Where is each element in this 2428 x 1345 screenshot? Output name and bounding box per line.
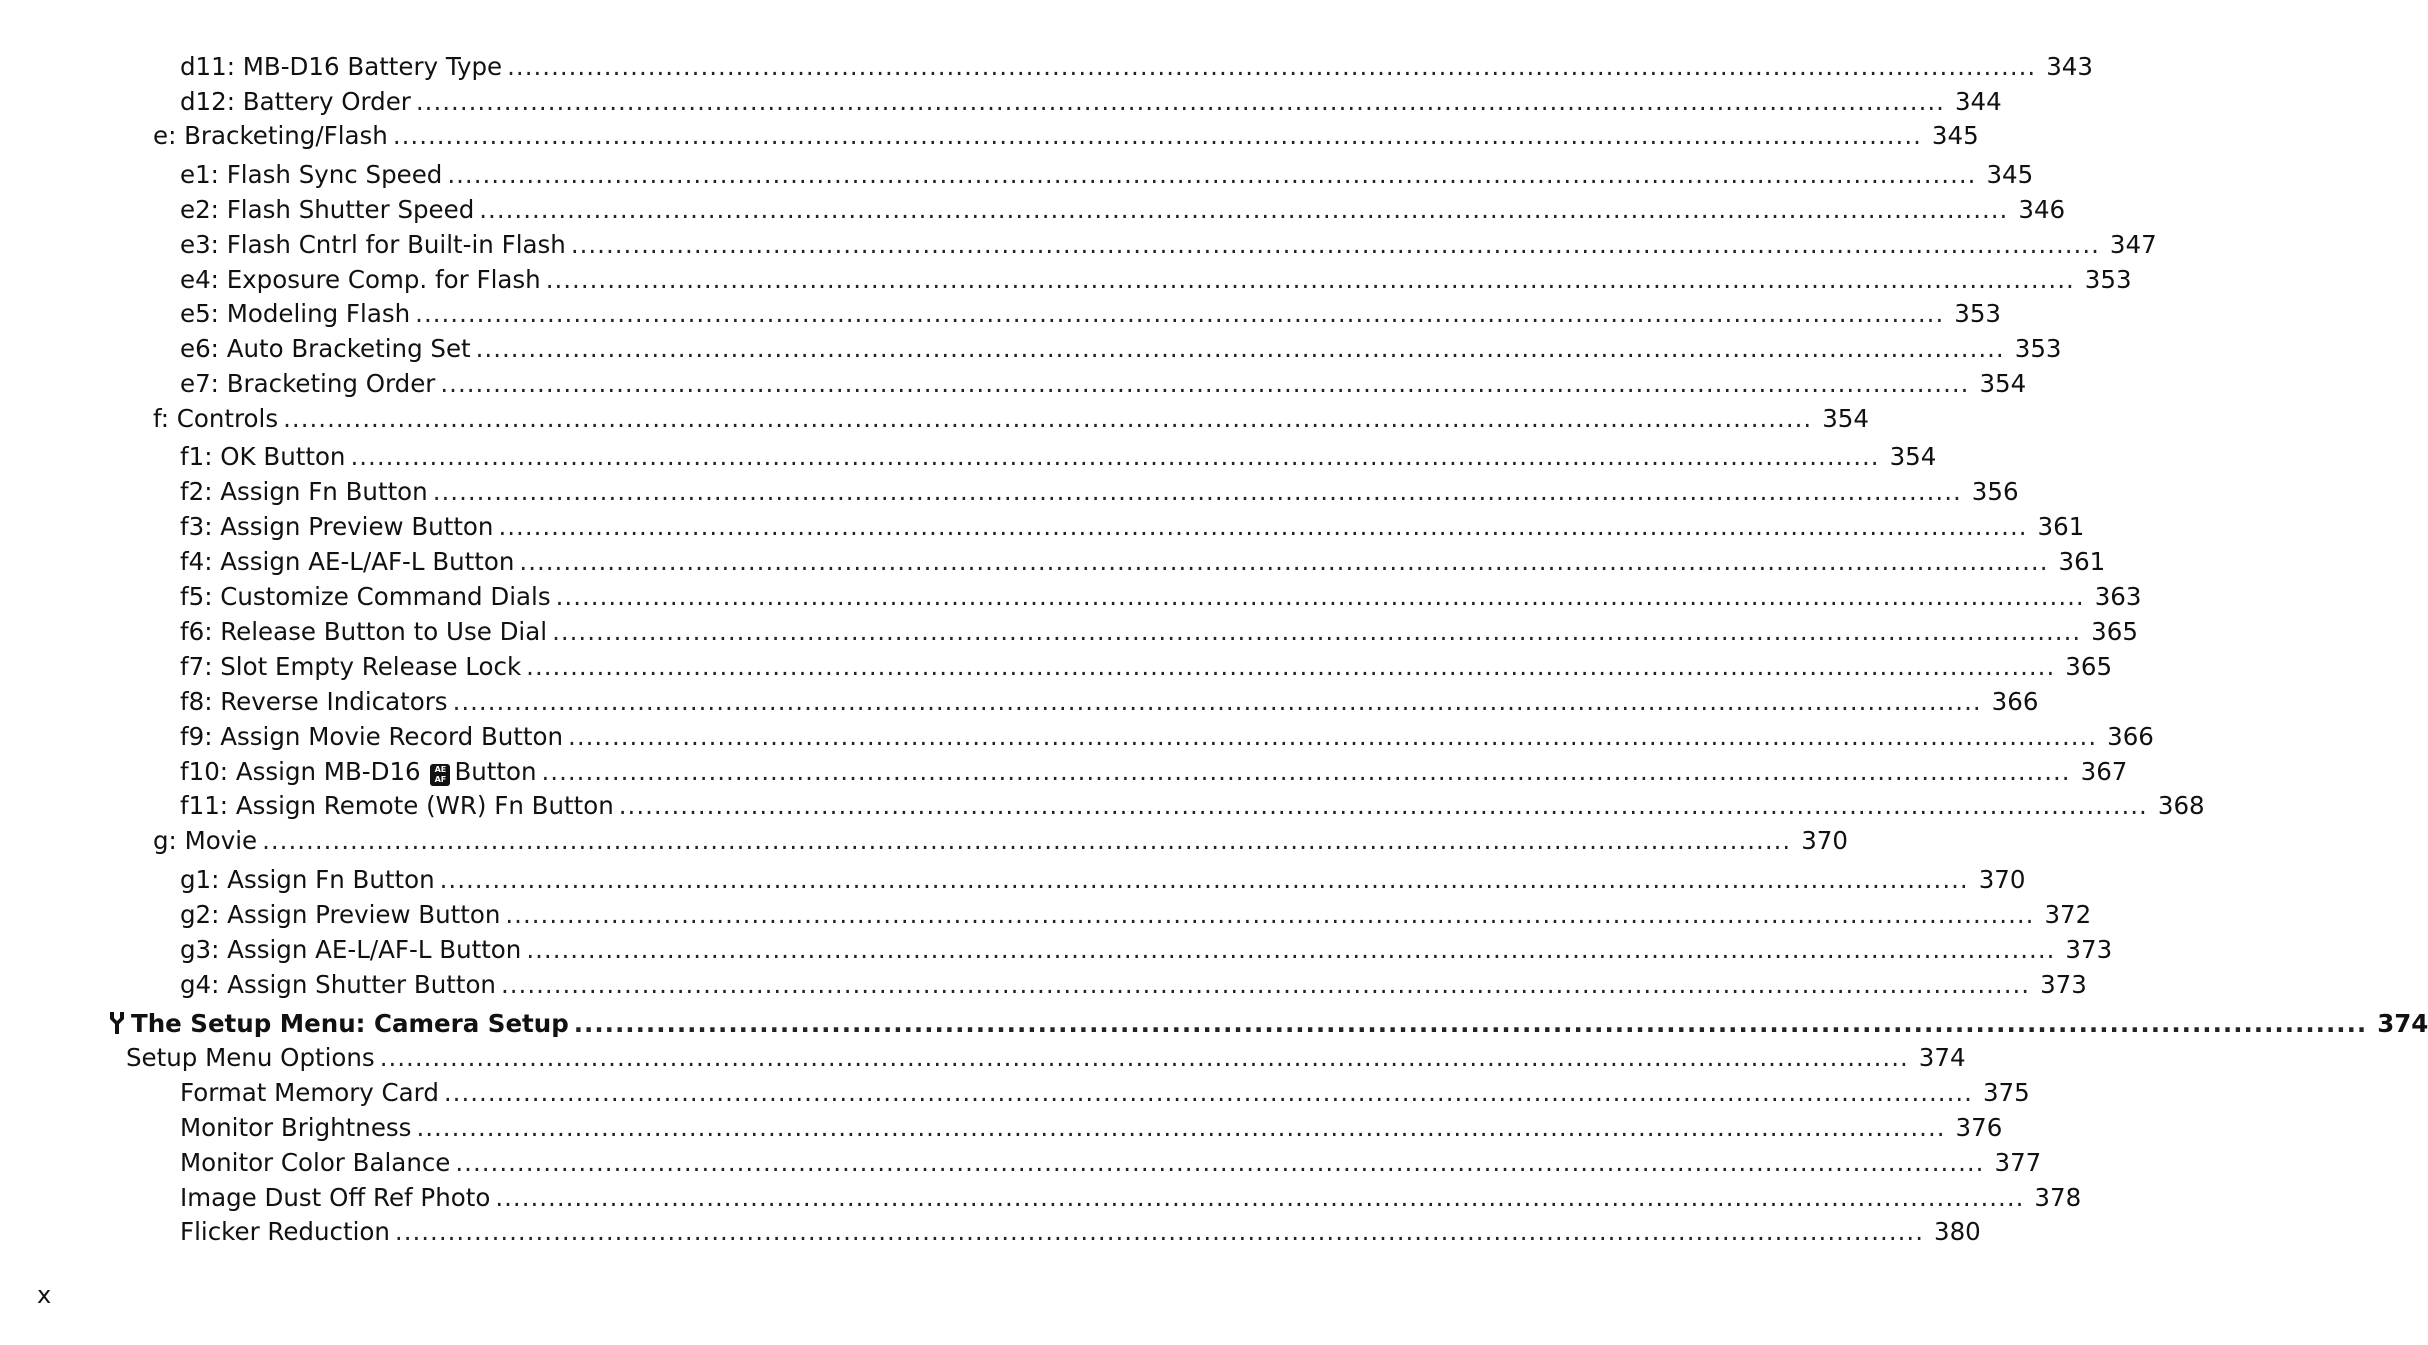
- toc-entry[interactable]: [180, 48, 2093, 82]
- toc-page-number: 377: [1994, 1148, 2042, 1177]
- toc-entry[interactable]: [180, 1179, 2082, 1213]
- dot-leader: ..............................................................................................................................................................................: [443, 1078, 1973, 1107]
- toc-entry-title: [180, 512, 493, 542]
- toc-page-number: 345: [1986, 160, 2034, 189]
- dot-leader: ..............................................................................................................................................................................: [545, 265, 2075, 294]
- toc-page-number: 344: [1954, 87, 2002, 116]
- toc-entry[interactable]: [153, 117, 1979, 151]
- toc-entry-title: [180, 722, 563, 752]
- toc-entry-text: Image Dust Off Ref Photo: [180, 1183, 491, 1212]
- toc-entry-text: g3: Assign AE-L/AF-L Button: [180, 935, 522, 964]
- toc-page-number: 365: [2065, 652, 2113, 681]
- toc-entry[interactable]: [180, 1074, 2030, 1108]
- toc-entry[interactable]: [180, 1144, 2042, 1178]
- toc-entry-title: [180, 52, 502, 82]
- toc-entry-text: f6: Release Button to Use Dial: [180, 617, 548, 646]
- toc-entry-text: f5: Customize Command Dials: [180, 582, 551, 611]
- dot-leader: ..............................................................................................................................................................................: [283, 404, 1813, 433]
- dot-leader: ..............................................................................................................................................................................: [526, 652, 2056, 681]
- toc-entry[interactable]: [180, 191, 2066, 225]
- toc-entry-title: [180, 970, 496, 1000]
- toc-entry-text: d11: MB-D16 Battery Type: [180, 52, 503, 81]
- dot-leader: ..............................................................................................................................................................................: [432, 477, 1962, 506]
- toc-entry[interactable]: [180, 295, 2002, 329]
- toc-entry-text: e7: Bracketing Order: [180, 369, 436, 398]
- toc-page-number: 373: [2040, 970, 2087, 999]
- toc-entry[interactable]: [180, 578, 2142, 612]
- ae-af-lock-icon: AE AF: [430, 764, 450, 786]
- toc-entry-title: [180, 1148, 450, 1178]
- toc-page-number: 363: [2094, 582, 2142, 611]
- dot-leader: ..............................................................................................................................................................................: [392, 121, 1922, 150]
- dot-leader: ..............................................................................................................................................................................: [541, 757, 2071, 786]
- toc-entry-title: [180, 1113, 411, 1143]
- toc-entry-text: f11: Assign Remote (WR) Fn Button: [180, 791, 614, 820]
- toc-entry-text: Monitor Color Balance: [180, 1148, 451, 1177]
- dot-leader: ..............................................................................................................................................................................: [519, 547, 2049, 576]
- toc-entry-text: f8: Reverse Indicators: [180, 687, 448, 716]
- toc-entry-text: f4: Assign AE-L/AF-L Button: [180, 547, 515, 576]
- toc-entry-text: f3: Assign Preview Button: [180, 512, 494, 541]
- toc-entry-text: g: Movie: [153, 826, 258, 855]
- toc-entry-text: f2: Assign Fn Button: [180, 477, 428, 506]
- toc-entry-title: [180, 582, 551, 612]
- toc-entry-title: [126, 1043, 375, 1073]
- toc-page-number: 346: [2018, 195, 2066, 224]
- toc-entry[interactable]: [180, 613, 2138, 647]
- toc-entry-title: [180, 791, 614, 821]
- toc-entry-text: The Setup Menu: Camera Setup: [131, 1009, 569, 1038]
- toc-entry-text: Flicker Reduction: [180, 1217, 390, 1246]
- toc-entry[interactable]: [180, 1109, 2003, 1143]
- dot-leader: ..............................................................................................................................................................................: [495, 1183, 2025, 1212]
- toc-entry-title: [180, 369, 435, 399]
- toc-entry-text: d12: Battery Order: [180, 87, 411, 116]
- toc-entry[interactable]: [180, 753, 2128, 787]
- dot-leader: ..............................................................................................................................................................................: [555, 582, 2085, 611]
- toc-page-number: 361: [2037, 512, 2085, 541]
- toc-page-number: 353: [1954, 299, 2002, 328]
- toc-entry-title: [180, 865, 435, 895]
- toc-entry[interactable]: [126, 1039, 1966, 1073]
- dot-leader: ..............................................................................................................................................................................: [415, 87, 1945, 116]
- toc-entry-text: f10: Assign MB-D16: [180, 757, 421, 786]
- dot-leader: ..............................................................................................................................................................................: [394, 1217, 1924, 1246]
- toc-entry[interactable]: [180, 83, 2002, 117]
- dot-leader: ..............................................................................................................................................................................: [500, 970, 2031, 999]
- dot-leader: ..............................................................................................................................................................................: [262, 826, 1792, 855]
- toc-entry-text: f7: Slot Empty Release Lock: [180, 652, 522, 681]
- toc-entry-text: Format Memory Card: [180, 1078, 439, 1107]
- toc-entry[interactable]: [153, 822, 1848, 856]
- wrench-icon: [108, 1011, 126, 1035]
- dot-leader: ..............................................................................................................................................................................: [415, 299, 1945, 328]
- toc-entry[interactable]: [180, 473, 2019, 507]
- dot-leader: ..............................................................................................................................................................................: [526, 935, 2056, 964]
- toc-entry[interactable]: [180, 896, 2092, 930]
- dot-leader: ..............................................................................................................................................................................: [498, 512, 2028, 541]
- toc-entry-title: [180, 1217, 390, 1247]
- toc-entry-title: [180, 687, 448, 717]
- dot-leader: ..............................................................................................................................................................................: [552, 617, 2082, 646]
- dot-leader: ..............................................................................................................................................................................: [455, 1148, 1985, 1177]
- toc-entry[interactable]: [180, 931, 2113, 965]
- toc-entry-title: [180, 1078, 439, 1108]
- toc-entry[interactable]: [180, 543, 2106, 577]
- toc-entry-text: e2: Flash Shutter Speed: [180, 195, 475, 224]
- toc-entry-title: [180, 935, 521, 965]
- dot-leader: ..............................................................................................................................................................................: [439, 865, 1969, 894]
- toc-entry-title: [153, 404, 278, 434]
- toc-entry[interactable]: [153, 400, 1869, 434]
- toc-page-number: 354: [1822, 404, 1869, 433]
- dot-leader: ..............................................................................................................................................................................: [447, 160, 1977, 189]
- page-number: x: [37, 1281, 52, 1309]
- dot-leader: ..............................................................................................................................................................................: [350, 442, 1880, 471]
- toc-entry[interactable]: [180, 226, 2157, 260]
- toc-page-number: 373: [2065, 935, 2113, 964]
- toc-entry-title: [180, 265, 541, 295]
- toc-page-number: 374: [2377, 1009, 2428, 1038]
- toc-entry-text: f9: Assign Movie Record Button: [180, 722, 564, 751]
- toc-entry-text: Setup Menu Options: [126, 1043, 375, 1072]
- toc-page-number: 378: [2034, 1183, 2082, 1212]
- toc-entry-text: g1: Assign Fn Button: [180, 865, 435, 894]
- toc-page-number: 345: [1931, 121, 1979, 150]
- toc-entry-text-suffix: Button: [454, 757, 537, 786]
- dot-leader: ..............................................................................................................................................................................: [505, 900, 2035, 929]
- toc-page-number: 374: [1918, 1043, 1966, 1072]
- toc-page-number: 353: [2014, 334, 2062, 363]
- toc-entry[interactable]: [180, 365, 2027, 399]
- toc-page-number: 367: [2080, 757, 2128, 786]
- dot-leader: ..............................................................................................................................................................................: [618, 791, 2148, 820]
- toc-page-number: 366: [1991, 687, 2039, 716]
- toc-entry-text: e1: Flash Sync Speed: [180, 160, 443, 189]
- toc-entry[interactable]: [180, 683, 2039, 717]
- toc-page-number: 353: [2084, 265, 2132, 294]
- dot-leader: ..............................................................................................................................................................................: [570, 230, 2100, 259]
- toc-entry-title: [153, 121, 388, 151]
- dot-leader: ..............................................................................................................................................................................: [475, 334, 2005, 363]
- toc-entry[interactable]: [180, 648, 2113, 682]
- toc-page-number: 356: [1971, 477, 2019, 506]
- toc-page-number: 372: [2044, 900, 2092, 929]
- toc-entry-title: [180, 617, 547, 647]
- toc-entry-title: [180, 1183, 490, 1213]
- toc-entry-text: e: Bracketing/Flash: [153, 121, 388, 150]
- toc-entry-title: [180, 547, 514, 577]
- toc-page-number: 375: [1982, 1078, 2030, 1107]
- dot-leader: ..............................................................................................................................................................................: [379, 1043, 1909, 1072]
- toc-page-number: 347: [2109, 230, 2157, 259]
- toc-page-number: 370: [1978, 865, 2026, 894]
- toc-entry-text: e5: Modeling Flash: [180, 299, 411, 328]
- toc-section-heading[interactable]: [108, 1005, 2428, 1039]
- toc-entry[interactable]: [180, 508, 2085, 542]
- toc-entry-title: [180, 195, 474, 225]
- toc-entry-text: f1: OK Button: [180, 442, 346, 471]
- toc-entry[interactable]: [180, 966, 2087, 1000]
- dot-leader: ..............................................................................................................................................................................: [416, 1113, 1946, 1142]
- toc-entry-title: [108, 1009, 569, 1039]
- toc-entry-title: [180, 900, 500, 930]
- toc-entry-title: [153, 826, 257, 856]
- toc-entry[interactable]: [180, 718, 2154, 752]
- toc-entry[interactable]: [180, 330, 2062, 364]
- toc-entry-title: [180, 477, 428, 507]
- toc-entry-title: [180, 442, 345, 472]
- toc-page-number: 380: [1934, 1217, 1981, 1246]
- toc-entry-text: f: Controls: [153, 404, 279, 433]
- toc-entry-text: e6: Auto Bracketing Set: [180, 334, 471, 363]
- toc-entry-title: [180, 160, 442, 190]
- toc-entry[interactable]: [180, 156, 2034, 190]
- toc-page-number: 361: [2058, 547, 2106, 576]
- toc-entry-text: e3: Flash Cntrl for Built-in Flash: [180, 230, 566, 259]
- toc-page-number: 370: [1801, 826, 1848, 855]
- dot-leader: ..............................................................................................................................................................................: [573, 1009, 2368, 1038]
- toc-page-number: 368: [2157, 791, 2205, 820]
- dot-leader: ..............................................................................................................................................................................: [479, 195, 2009, 224]
- toc-page-number: 354: [1889, 442, 1937, 471]
- toc-entry-text: g4: Assign Shutter Button: [180, 970, 496, 999]
- toc-entry[interactable]: [180, 261, 2132, 295]
- toc-entry-text: e4: Exposure Comp. for Flash: [180, 265, 541, 294]
- toc-page-number: 365: [2091, 617, 2138, 646]
- toc-entry-text: g2: Assign Preview Button: [180, 900, 501, 929]
- toc-page-number: 354: [1979, 369, 2027, 398]
- toc-entry-title: [180, 230, 566, 260]
- toc-entry-title: [180, 87, 411, 117]
- toc-entry-title: [180, 334, 471, 364]
- dot-leader: ..............................................................................................................................................................................: [452, 687, 1982, 716]
- toc-entry[interactable]: [180, 787, 2205, 821]
- toc-entry-title: [180, 299, 410, 329]
- toc-entry[interactable]: [180, 438, 1937, 472]
- toc-entry-text: Monitor Brightness: [180, 1113, 412, 1142]
- toc-entry[interactable]: [180, 1213, 1981, 1247]
- dot-leader: ..............................................................................................................................................................................: [568, 722, 2098, 751]
- toc-entry-title: [180, 652, 521, 682]
- dot-leader: ..............................................................................................................................................................................: [507, 52, 2037, 81]
- dot-leader: ..............................................................................................................................................................................: [440, 369, 1970, 398]
- toc-entry[interactable]: [180, 861, 2026, 895]
- toc-page-number: 376: [1955, 1113, 2003, 1142]
- toc-page-number: 366: [2107, 722, 2154, 751]
- toc-page-number: 343: [2046, 52, 2093, 81]
- toc-entry-title: [180, 757, 537, 787]
